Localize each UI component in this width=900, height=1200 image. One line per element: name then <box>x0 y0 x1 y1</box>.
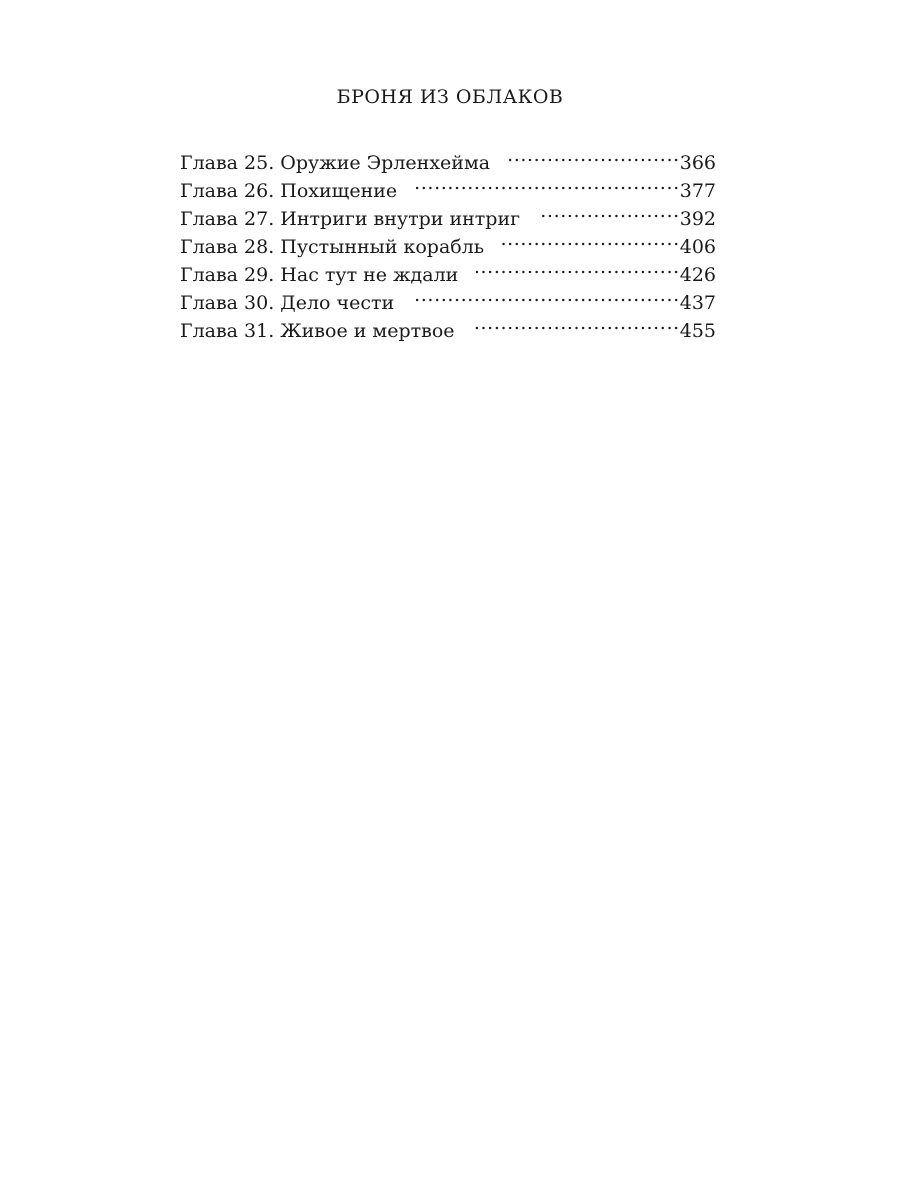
toc-entry-page: 392 <box>679 208 716 230</box>
toc-dot-leader <box>412 281 680 309</box>
toc-entry-title: Глава 28. Пустынный корабль <box>180 236 485 258</box>
toc-entry-page: 437 <box>679 292 716 314</box>
table-of-contents <box>180 141 716 342</box>
toc-dot-leader <box>508 141 680 169</box>
toc-entry-title: Глава 25. Оружие Эрленхейма <box>180 152 491 174</box>
toc-dot-leader <box>473 309 680 337</box>
running-header: БРОНЯ ИЗ ОБЛАКОВ <box>336 86 564 108</box>
toc-entry <box>180 141 716 174</box>
toc-entry-page: 455 <box>679 320 716 342</box>
toc-entry-title: Глава 30. Дело чести <box>180 292 395 314</box>
toc-dot-leader <box>415 169 680 197</box>
toc-entry-page: 366 <box>679 152 716 174</box>
toc-entry-title: Глава 29. Нас тут не ждали <box>180 264 459 286</box>
toc-entry-page: 377 <box>679 180 716 202</box>
toc-entry-title: Глава 31. Живое и мертвое <box>180 320 455 342</box>
toc-dot-leader <box>538 197 680 225</box>
toc-entry-page: 406 <box>679 236 716 258</box>
toc-entry-page: 426 <box>679 264 716 286</box>
toc-entry-title: Глава 27. Интриги внутри интриг <box>180 208 521 230</box>
toc-dot-leader <box>476 253 679 281</box>
toc-entry-title: Глава 26. Похищение <box>180 180 398 202</box>
toc-dot-leader <box>502 225 680 253</box>
